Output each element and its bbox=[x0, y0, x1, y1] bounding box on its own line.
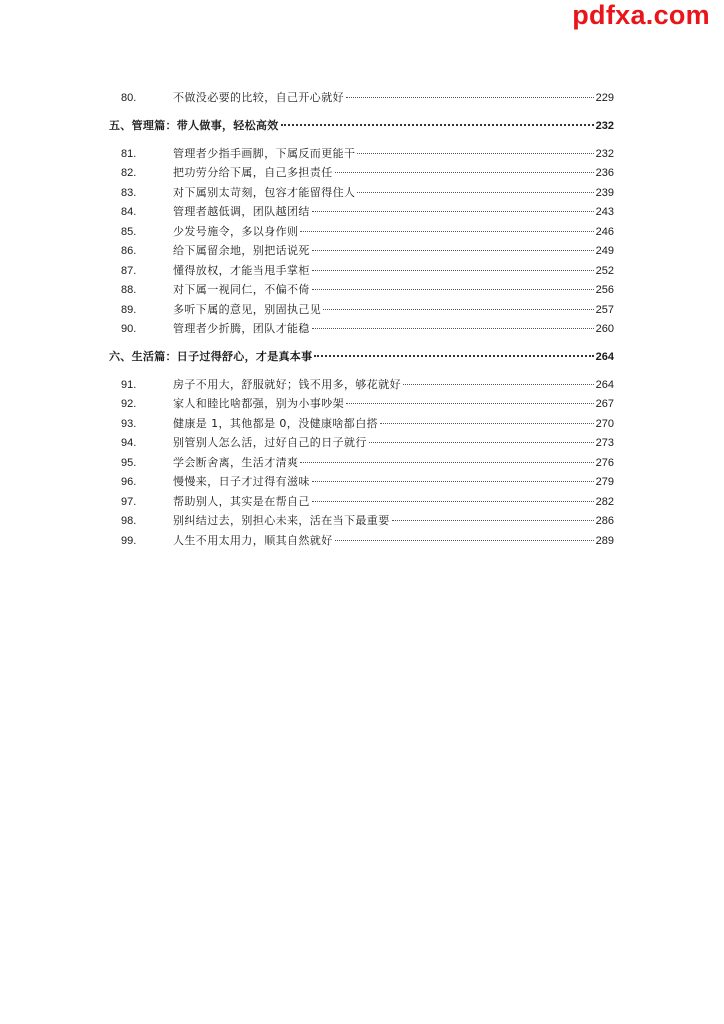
toc-entry[interactable] bbox=[109, 472, 614, 492]
toc-entry[interactable] bbox=[109, 183, 614, 203]
toc-entry[interactable] bbox=[109, 492, 614, 512]
toc-entry-page: 232 bbox=[595, 147, 614, 160]
dot-leader bbox=[281, 124, 594, 126]
dot-leader bbox=[357, 192, 593, 193]
toc-entry-page: 229 bbox=[595, 92, 614, 104]
toc-entry[interactable] bbox=[109, 453, 614, 473]
toc-entry-number: 82. bbox=[121, 167, 137, 179]
toc-entry-page: 276 bbox=[595, 456, 614, 469]
dot-leader bbox=[323, 309, 593, 310]
toc-entry-number: 86. bbox=[121, 245, 137, 257]
toc-entry-title: 不做没必要的比较，自己开心就好 bbox=[173, 91, 344, 104]
toc-entry-title: 家人和睦比啥都强，别为小事吵架 bbox=[173, 397, 344, 410]
toc-entry-title: 对下属一视同仁，不偏不倚 bbox=[173, 283, 310, 296]
toc-entry-title: 懂得放权，才能当甩手掌柜 bbox=[173, 263, 310, 277]
toc-entry-page: 273 bbox=[595, 437, 614, 449]
toc-entry[interactable] bbox=[109, 375, 614, 395]
toc-entry[interactable] bbox=[109, 88, 614, 108]
toc-entry-number: 93. bbox=[121, 417, 137, 430]
toc-entry-title: 给下属留余地，别把话说死 bbox=[173, 244, 310, 257]
toc-section-heading[interactable] bbox=[109, 343, 614, 371]
dot-leader bbox=[335, 540, 594, 541]
toc-entry[interactable] bbox=[109, 433, 614, 453]
toc-entry[interactable] bbox=[109, 261, 614, 281]
dot-leader bbox=[300, 462, 593, 463]
toc-entry[interactable] bbox=[109, 144, 614, 164]
section-title: 五、管理篇：带人做事，轻松高效 bbox=[109, 118, 279, 132]
dot-leader bbox=[346, 97, 594, 98]
dot-leader bbox=[312, 250, 594, 251]
toc-entry-title: 学会断舍离，生活才清爽 bbox=[173, 455, 299, 469]
toc-entry-title: 帮助别人，其实是在帮自己 bbox=[173, 494, 310, 508]
toc-entry-title: 别纠结过去，别担心未来，活在当下最重要 bbox=[173, 514, 390, 527]
section-page: 232 bbox=[595, 119, 614, 132]
toc-entry[interactable] bbox=[109, 319, 614, 339]
toc-entry-number: 95. bbox=[121, 456, 137, 469]
dot-leader bbox=[346, 403, 594, 404]
toc-entry-page: 249 bbox=[595, 245, 614, 257]
dot-leader bbox=[335, 172, 594, 173]
toc-entry-page: 257 bbox=[595, 303, 614, 316]
toc-entry-number: 80. bbox=[121, 92, 137, 104]
toc-entry-number: 81. bbox=[121, 147, 137, 160]
toc-entry[interactable] bbox=[109, 300, 614, 320]
toc-entry-page: 246 bbox=[595, 225, 614, 238]
toc-entry-page: 264 bbox=[595, 378, 614, 391]
site-watermark: pdfxa.com bbox=[572, 0, 710, 30]
toc-entry-number: 97. bbox=[121, 495, 137, 508]
toc-entry-number: 85. bbox=[121, 225, 137, 238]
toc-entry-title: 慢慢来，日子才过得有滋味 bbox=[173, 475, 310, 488]
dot-leader bbox=[312, 481, 594, 482]
toc-entry-title: 管理者少折腾，团队才能稳 bbox=[173, 322, 310, 335]
toc-entry-page: 256 bbox=[595, 284, 614, 296]
toc-entry-page: 239 bbox=[595, 186, 614, 199]
toc-entry-page: 270 bbox=[595, 417, 614, 430]
toc-entry-title: 多听下属的意见，别固执己见 bbox=[173, 302, 322, 316]
toc-entry[interactable] bbox=[109, 163, 614, 183]
toc-entry-page: 243 bbox=[595, 206, 614, 218]
toc-entry-title: 人生不用太用力，顺其自然就好 bbox=[173, 533, 333, 547]
dot-leader bbox=[357, 153, 593, 154]
toc-entry-title: 对下属别太苛刻，包容才能留得住人 bbox=[173, 185, 356, 199]
toc-entry-number: 88. bbox=[121, 284, 137, 296]
toc-entry-page: 282 bbox=[595, 495, 614, 508]
toc-entry-page: 267 bbox=[595, 398, 614, 410]
toc-entry-number: 91. bbox=[121, 378, 137, 391]
dot-leader bbox=[314, 355, 593, 357]
toc-entry-title: 管理者少指手画脚，下属反而更能干 bbox=[173, 146, 356, 160]
toc-entry[interactable] bbox=[109, 241, 614, 261]
toc-entry-number: 98. bbox=[121, 515, 137, 527]
toc-entry-number: 87. bbox=[121, 264, 137, 277]
toc-entry-title: 把功劳分给下属，自己多担责任 bbox=[173, 166, 333, 179]
toc-entry-page: 289 bbox=[595, 534, 614, 547]
dot-leader bbox=[392, 520, 594, 521]
toc-entry[interactable] bbox=[109, 531, 614, 551]
toc-entry-title: 房子不用大，舒服就好；钱不用多，够花就好 bbox=[173, 377, 401, 391]
toc-entry-number: 89. bbox=[121, 303, 137, 316]
dot-leader bbox=[312, 211, 594, 212]
dot-leader bbox=[300, 231, 593, 232]
dot-leader bbox=[403, 384, 594, 385]
toc-entry-number: 90. bbox=[121, 323, 137, 335]
toc-entry[interactable] bbox=[109, 414, 614, 434]
toc-entry-number: 84. bbox=[121, 206, 137, 218]
toc-entry-number: 83. bbox=[121, 186, 137, 199]
dot-leader bbox=[312, 289, 594, 290]
toc-entry-title: 健康是 1，其他都是 0，没健康啥都白搭 bbox=[173, 416, 378, 430]
toc-entry[interactable] bbox=[109, 222, 614, 242]
dot-leader bbox=[312, 328, 594, 329]
toc-entry[interactable] bbox=[109, 280, 614, 300]
toc-entry-number: 96. bbox=[121, 476, 137, 488]
table-of-contents bbox=[109, 88, 614, 550]
dot-leader bbox=[369, 442, 594, 443]
dot-leader bbox=[380, 423, 594, 424]
toc-entry[interactable] bbox=[109, 202, 614, 222]
toc-entry-title: 别管别人怎么活，过好自己的日子就行 bbox=[173, 436, 367, 449]
toc-entry-number: 92. bbox=[121, 398, 137, 410]
toc-entry-number: 94. bbox=[121, 437, 137, 449]
toc-entry-title: 管理者越低调，团队越团结 bbox=[173, 205, 310, 218]
section-page: 264 bbox=[595, 350, 614, 363]
dot-leader bbox=[312, 501, 594, 502]
toc-entry-number: 99. bbox=[121, 534, 137, 547]
toc-entry-page: 260 bbox=[595, 323, 614, 335]
toc-entry-page: 286 bbox=[595, 515, 614, 527]
section-title: 六、生活篇：日子过得舒心，才是真本事 bbox=[109, 349, 313, 363]
toc-entry-page: 236 bbox=[595, 167, 614, 179]
toc-entry-title: 少发号施令，多以身作则 bbox=[173, 224, 299, 238]
toc-entry-page: 279 bbox=[595, 476, 614, 488]
toc-entry[interactable] bbox=[109, 511, 614, 531]
toc-entry[interactable] bbox=[109, 394, 614, 414]
toc-section-heading[interactable] bbox=[109, 112, 614, 140]
dot-leader bbox=[312, 270, 594, 271]
toc-entry-page: 252 bbox=[595, 264, 614, 277]
